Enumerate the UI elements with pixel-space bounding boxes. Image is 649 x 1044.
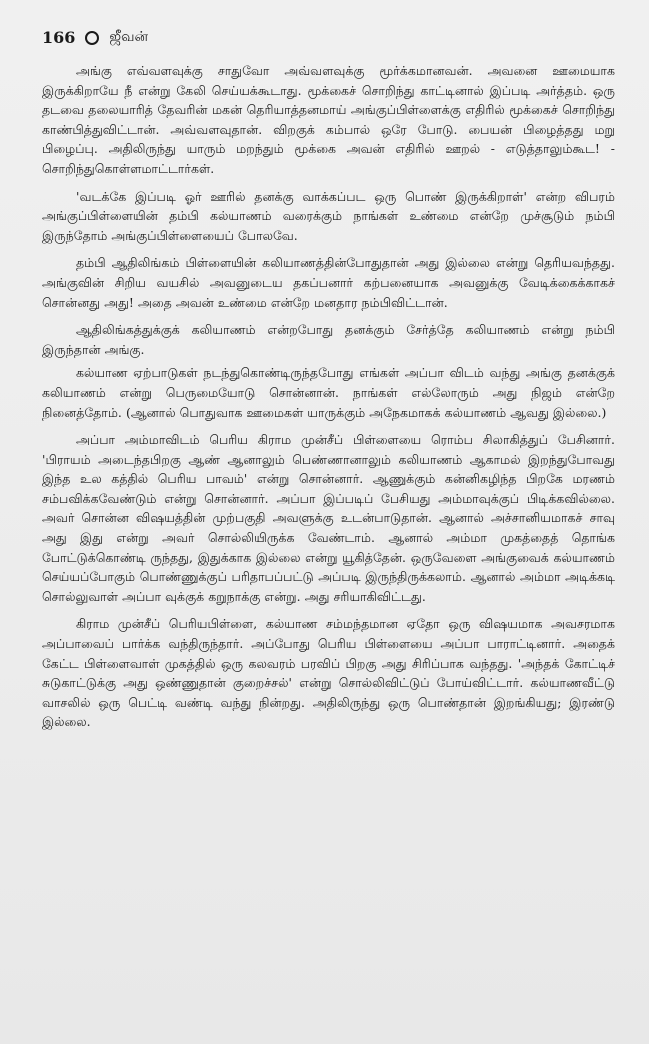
running-title: ஜீவன் — [109, 28, 149, 45]
paragraph-5: கல்யாண ஏற்பாடுகள் நடந்துகொண்டிருந்தபோது எங்கள் அப்பா விடம் வந்து அங்கு தனக்குக் கலியாணம் என்று பெருமையோடு சொன்னான். நாங்கள் எல்லோரும் அது நிஜம் என்றே நினைத்தோம். (ஆனால் பொதுவாக ஊமைகள் யாருக்கும் அநேகமாகக் கல்யாணம் ஆவது இல்லை.) — [42, 365, 615, 420]
paragraph-6: அப்பா அம்மாவிடம் பெரிய கிராம முன்சீப் பிள்ளையை ரொம்ப சிலாகித்துப் பேசினார். 'பிராயம் அடைந்தபிறகு ஆண் ஆனாலும் பெண்ணானாலும் கலியாணம் ஆகாமல் இறந்துபோவது இந்த உல கத்தில் பெரிய பாவம்' என்று சொன்னார். ஆணுக்கும் கன்னிகழிந்த பிறகே மரணம் சம்பவிக்கவேண்டும் என்று சொன்னார். அப்பா இப்படிப் பேசியது அம்மாவுக்குப் பிடிக்கவில்லை. அவர் சொன்ன விஷயத்தின் முற்பகுதி அவளுக்கு உடன்பாடுதான். ஆனால் அச்சானியமாகச் சாவு அது இது என்று அவர் சொல்லியிருக்க வேண்டாம். ஆனால் அம்மா முகத்தைத் தொங்க போட்டுக்கொண்டி ருந்தது, இதுக்காக இல்லை என்று யூகித்தேன். ஒருவேளை அங்குவைக் கல்யாணம் செய்யப்போகும் பொண்ணுக்குப் பரிதாபப்பட்டு அப்படி இருந்திருக்கலாம். ஆனால் அம்மா அடிக்கடி சொல்லுவாள் அப்பா வுக்குக் கறுநாக்கு என்று. அது சரியாகிவிட்டது. — [42, 432, 615, 604]
paragraph-2: 'வடக்கே இப்படி ஓர் ஊரில் தனக்கு வாக்கப்பட ஒரு பொண் இருக்கிறாள்' என்ற விபரம் அங்குப்பிள்ளையின் தம்பி கல்யாணம் வரைக்கும் நாங்கள் உண்மை என்றே முச்சூடும் நம்பி இருந்தோம் அங்குப்பிள்ளையைப் போலவே. — [42, 188, 615, 243]
circle-ornament-icon — [85, 31, 99, 45]
paragraph-3: தம்பி ஆதிலிங்கம் பிள்ளையின் கலியாணத்தின்போதுதான் அது இல்லை என்று தெரியவந்தது. அங்குவின் சிறிய வயசில் அவனுடைய தகப்பனார் கற்பனையாக அவனுக்கு வேடிக்கைக்காகச் சொன்னது அது! அதை அவன் உண்மை என்றே மனதார நம்பிவிட்டான். — [42, 255, 615, 310]
paragraph-4: ஆதிலிங்கத்துக்குக் கலியாணம் என்றபோது தனக்கும் சேர்த்தே கலியாணம் என்று நம்பி இருந்தான் அங்கு. — [42, 322, 615, 357]
page-number: 166 — [42, 28, 76, 47]
page-header — [42, 28, 615, 47]
paragraph-7: கிராம முன்சீப் பெரியபிள்ளை, கல்யாண சம்மந்தமான ஏதோ ஒரு விஷயமாக அவசரமாக அப்பாவைப் பார்க்க வந்திருந்தார். அப்போது பெரிய பிள்ளையை அப்பா பாராட்டினார். அதைக் கேட்ட பிள்ளைவாள் முகத்தில் ஒரு கலவரம் பரவிப் பிறகு அது சிரிப்பாக வந்தது. 'அந்தக் கோட்டிச் சுடுகாட்டுக்கு அது ஒண்ணுதான் குறைச்சல்' என்று சொல்லிவிட்டுப் போய்விட்டார். கல்யாணவீட்டு வாசலில் ஒரு பெட்டி வண்டி வந்து நின்றது. அதிலிருந்து ஒரு பொண்தான் இறங்கியது; இரண்டு இல்லை. — [42, 616, 615, 730]
paragraph-1: அங்கு எவ்வளவுக்கு சாதுவோ அவ்வளவுக்கு மூர்க்கமானவன். அவனை ஊமையாக இருக்கிறாயே நீ என்று கேலி செய்யக்கூடாது. மூக்கைச் சொறிந்து காட்டினால் இப்படி அர்த்தம். ஒரு தடவை தலையாரித் தேவரின் மகன் தெரியாத்தனமாய் அங்குப்பிள்ளைக்கு எதிரில் மூக்கைச் சொறிந்து காண்பித்துவிட்டான். அவ்வளவுதான். விறகுக் கம்பால் ஒரே போடு. பையன் பிழைத்தது மறு பிழைப்பு. அதிலிருந்து யாரும் மறந்தும் மூக்கை அவன் எதிரில் ஊறல் - எடுத்தாலும்கூட! - சொறிந்துகொள்ளமாட்டார்கள். — [42, 63, 615, 176]
